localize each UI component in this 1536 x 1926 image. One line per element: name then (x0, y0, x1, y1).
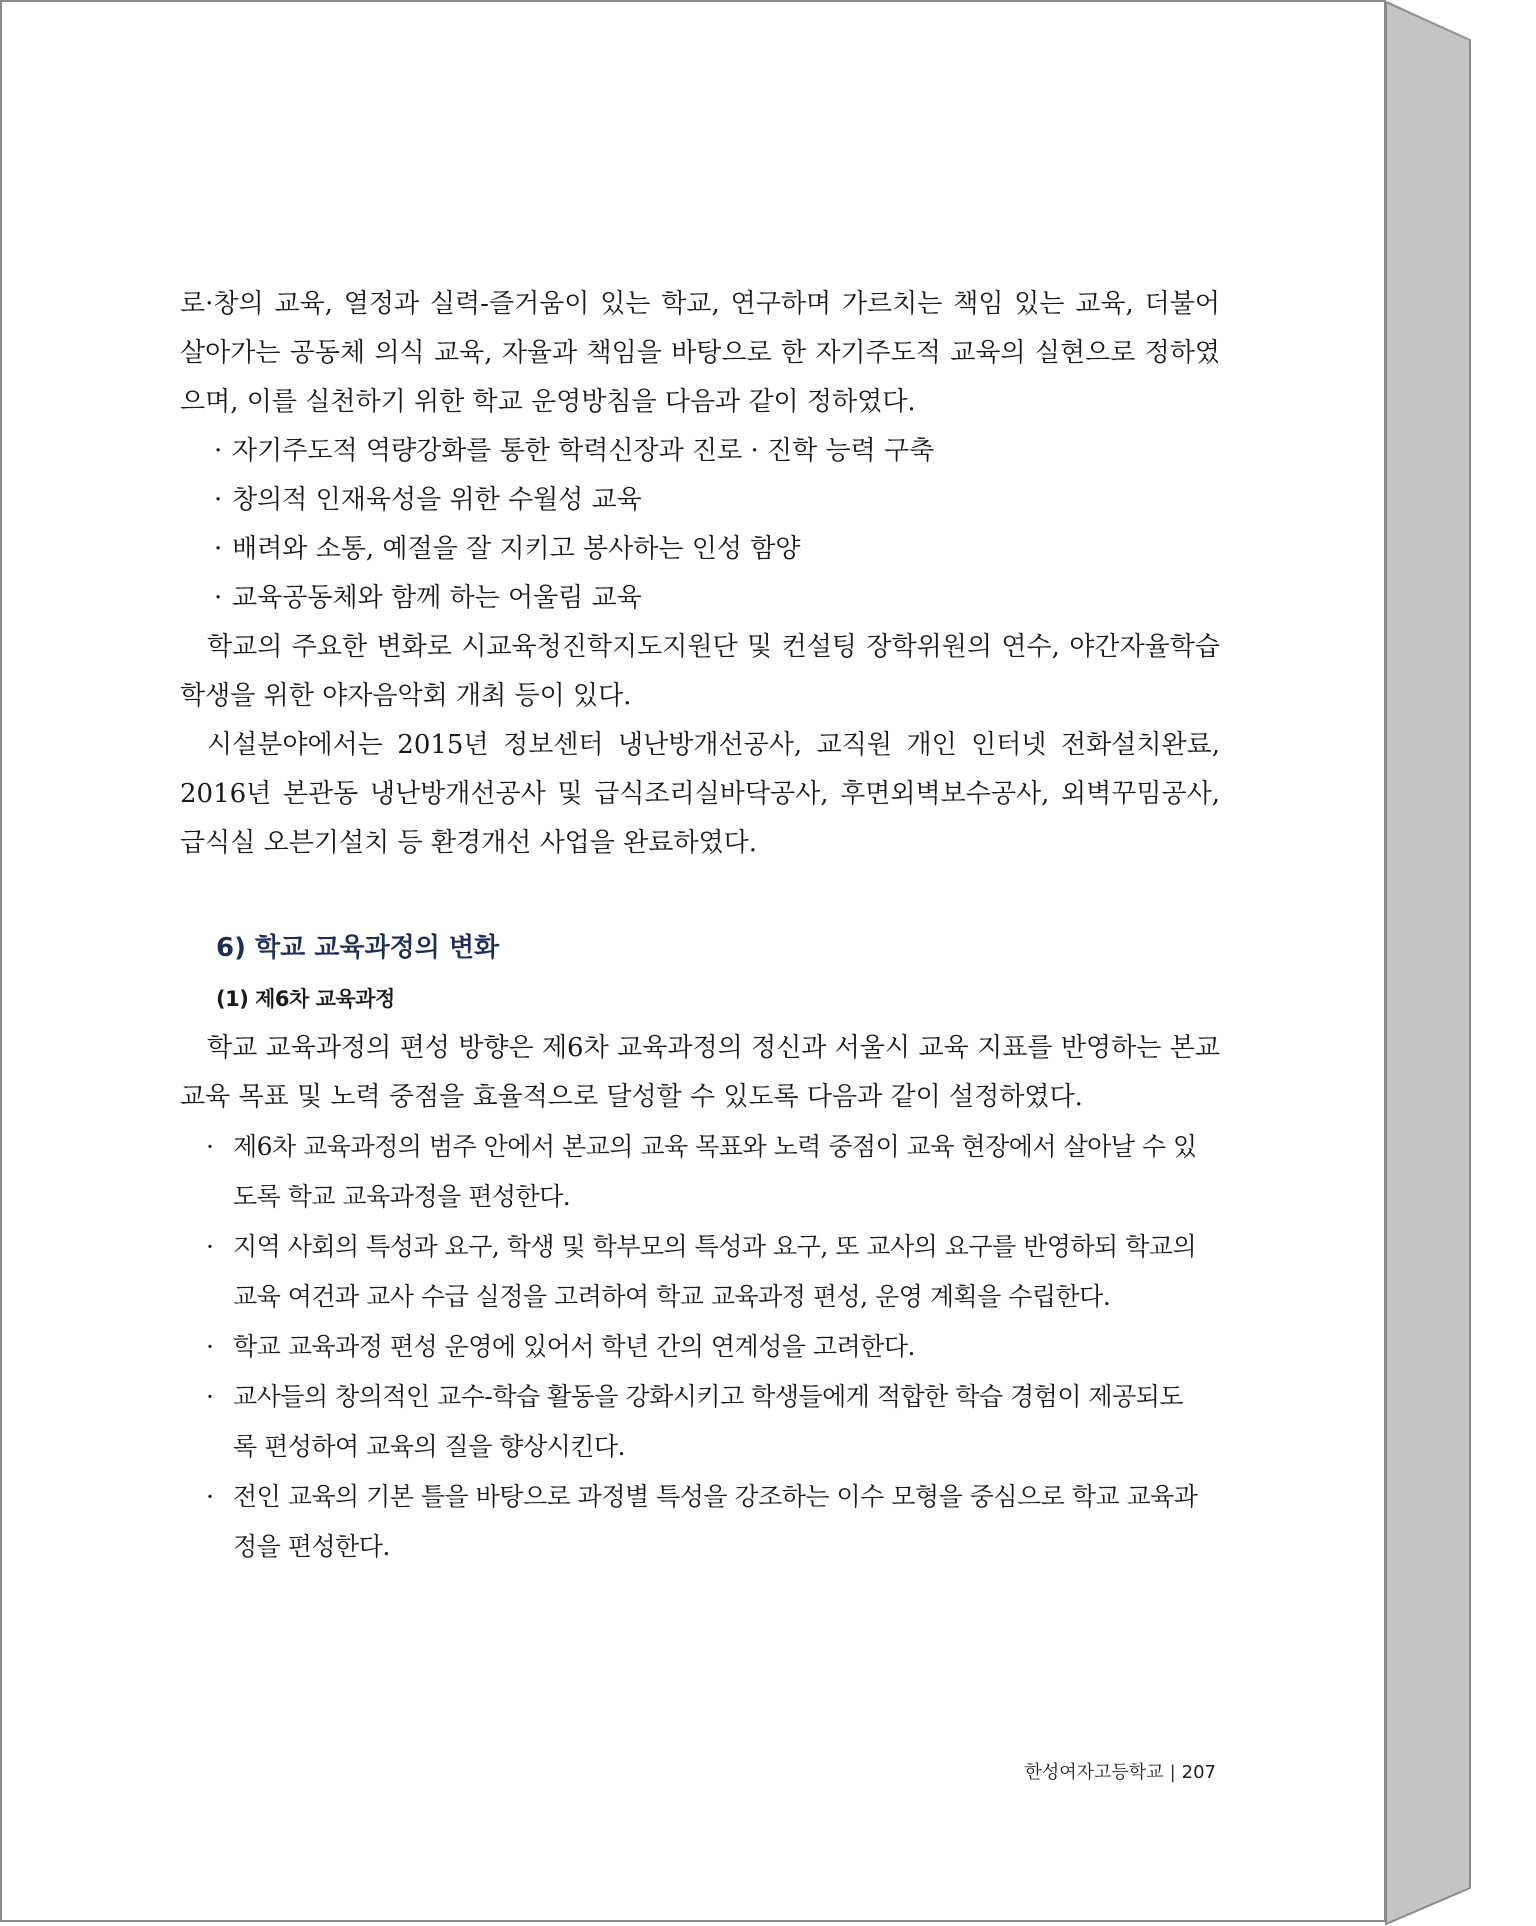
curriculum-bullet-text: 교사들의 창의적인 교수-학습 활동을 강화시키고 학생들에게 적합한 학습 경험이 제공되도록 편성하여 교육의 질을 향상시킨다. (233, 1382, 1184, 1461)
bullet-mark: · (214, 583, 223, 613)
policy-bullet-text: 배려와 소통, 예절을 잘 지키고 봉사하는 인성 함양 (232, 534, 801, 564)
curriculum-paragraph: 학교 교육과정의 편성 방향은 제6차 교육과정의 정신과 서울시 교육 지표를 반영하는 본교 교육 목표 및 노력 중점을 효율적으로 달성할 수 있도록 다음과 같이 설정하였다. (180, 1033, 1220, 1112)
curriculum-bullet-text: 전인 교육의 기본 틀을 바탕으로 과정별 특성을 강조하는 이수 모형을 중심으로 학교 교육과정을 편성한다. (233, 1482, 1198, 1561)
bullet-mark: · (206, 1382, 214, 1411)
policy-bullet-text: 창의적 인재육성을 위한 수월성 교육 (232, 485, 642, 515)
policy-bullet-text: 자기주도적 역량강화를 통한 학력신장과 진로 · 진학 능력 구축 (232, 436, 935, 466)
policy-bullet-item (180, 574, 1220, 623)
policy-bullet-item (180, 427, 1220, 476)
curriculum-bullet-item (180, 1322, 1220, 1372)
bullet-mark: · (214, 534, 223, 564)
curriculum-bullet-item (180, 1222, 1220, 1322)
curriculum-bullet-item (180, 1472, 1220, 1572)
subsection-heading: (1) 제6차 교육과정 (216, 987, 395, 1011)
curriculum-bullet-text: 제6차 교육과정의 범주 안에서 본교의 교육 목표와 노력 중점이 교육 현장에서 살아날 수 있도록 학교 교육과정을 편성한다. (233, 1132, 1197, 1211)
intro-paragraph: 로·창의 교육, 열정과 실력-즐거움이 있는 학교, 연구하며 가르치는 책임 있는 교육, 더불어 살아가는 공동체 의식 교육, 자율과 책임을 바탕으로 한 자기주도적 교육의 실현으로 정하였으며, 이를 실천하기 위한 학교 운영방침을 다음과 같이 정하였다. (180, 289, 1220, 417)
curriculum-bullet-item (180, 1122, 1220, 1222)
section-heading: 6) 학교 교육과정의 변화 (216, 933, 500, 963)
policy-bullet-item (180, 476, 1220, 525)
footer-school-name: 한성여자고등학교 (1024, 1762, 1164, 1783)
policy-bullet-list (180, 427, 1220, 623)
changes-paragraph: 학교의 주요한 변화로 시교육청진학지도지원단 및 컨설팅 장학위원의 연수, 야간자율학습 학생을 위한 야자음악회 개최 등이 있다. (180, 632, 1220, 711)
bullet-mark: · (206, 1232, 214, 1261)
policy-bullet-text: 교육공동체와 함께 하는 어울림 교육 (232, 583, 642, 613)
curriculum-bullet-list (180, 1122, 1220, 1572)
bullet-mark: · (214, 485, 223, 515)
curriculum-bullet-text: 지역 사회의 특성과 요구, 학생 및 학부모의 특성과 요구, 또 교사의 요구를 반영하되 학교의 교육 여건과 교사 수급 실정을 고려하여 학교 교육과정 편성, 운영 계획을 수립한다. (233, 1232, 1197, 1311)
page-content (180, 280, 1220, 1572)
page-number: 207 (1181, 1762, 1216, 1783)
curriculum-bullet-text: 학교 교육과정 편성 운영에 있어서 학년 간의 연계성을 고려한다. (233, 1332, 915, 1361)
curriculum-bullet-item (180, 1372, 1220, 1472)
footer-separator: | (1169, 1762, 1176, 1783)
facilities-paragraph: 시설분야에서는 2015년 정보센터 냉난방개선공사, 교직원 개인 인터넷 전화설치완료, 2016년 본관동 냉난방개선공사 및 급식조리실바닥공사, 후면외벽보수공사, 외벽꾸밈공사, 급식실 오븐기설치 등 환경개선 사업을 완료하였다. (180, 730, 1220, 858)
bullet-mark: · (206, 1332, 214, 1361)
bullet-mark: · (214, 436, 223, 466)
policy-bullet-item (180, 525, 1220, 574)
bullet-mark: · (206, 1482, 214, 1511)
page-footer (1000, 1758, 1216, 1788)
bullet-mark: · (206, 1132, 214, 1161)
